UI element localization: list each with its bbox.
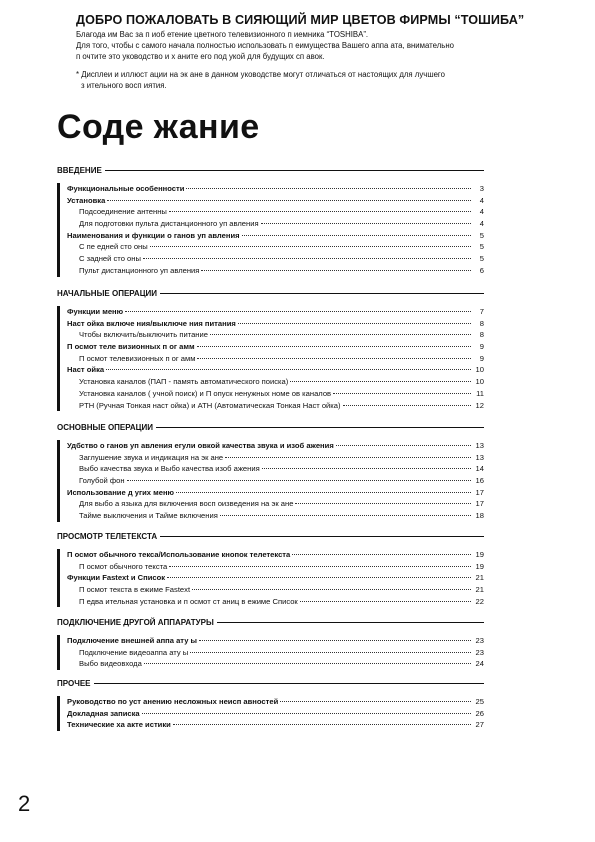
entry-page: 6 <box>479 265 484 275</box>
toc-subentry[interactable] <box>67 510 484 522</box>
dot-leader <box>142 713 471 714</box>
toc-entry[interactable] <box>67 183 484 195</box>
dot-leader <box>197 358 471 359</box>
section-header <box>57 288 484 299</box>
toc-section-introduction <box>57 165 484 277</box>
entry-page: 24 <box>475 659 484 669</box>
section-title: ОСНОВНЫЕ ОПЕРАЦИИ <box>57 423 154 432</box>
entry-title: П осмот обычного текста <box>79 561 168 571</box>
entry-title: С задней сто оны <box>79 254 141 264</box>
toc-subentry[interactable] <box>67 475 484 487</box>
toc-entry[interactable] <box>67 230 484 242</box>
section-rule <box>217 622 484 623</box>
welcome-text-line: Благода им Вас за п иоб етение цветного телевизионного п иемника “TOSHIBA”. <box>76 30 369 39</box>
dot-leader <box>125 311 471 312</box>
entry-title: П осмот обычного текса/Использование кнопок телетекста <box>67 550 291 559</box>
entry-title: Наст ойка <box>67 365 105 375</box>
entry-title: Функции меню <box>67 307 124 316</box>
toc-subentry[interactable] <box>67 353 484 365</box>
toc-section-basic-operations <box>57 288 484 411</box>
entry-page: 13 <box>475 452 484 462</box>
page-number: 2 <box>18 791 31 816</box>
dot-leader <box>127 480 471 481</box>
section-header <box>57 165 484 176</box>
dot-leader <box>210 334 471 335</box>
toc-section-connections <box>57 617 484 670</box>
dot-leader <box>199 640 471 641</box>
dot-leader <box>262 468 471 469</box>
entry-page: 5 <box>479 230 484 240</box>
entry-title: Установка <box>67 195 106 205</box>
entry-page: 22 <box>475 596 484 606</box>
entry-page: 19 <box>475 550 484 559</box>
dot-leader <box>220 515 471 516</box>
entry-title: Наименования и функции о ганов уп авления <box>67 230 240 240</box>
entry-title: Подключение внешней аппа ату ы <box>67 636 198 645</box>
section-entries <box>57 306 484 411</box>
toc-entry[interactable] <box>67 719 484 731</box>
entry-page: 21 <box>475 573 484 583</box>
entry-page: 4 <box>479 195 484 205</box>
entry-title: Подсоединение антенны <box>79 207 167 217</box>
welcome-title: ДОБРО ПОЖАЛОВАТЬ В СИЯЮЩИЙ МИР ЦВЕТОВ ФИРМЫ “ТОШИБА” <box>76 13 525 27</box>
entry-title: П осмот теле визионных п ог амм <box>67 342 195 352</box>
entry-title: Пульт дистанционного уп авления <box>79 265 200 275</box>
entry-title: Тайме выключения и Тайме включения <box>79 511 218 521</box>
toc-subentry[interactable] <box>67 218 484 230</box>
section-rule <box>160 293 484 294</box>
entry-page: 23 <box>475 647 484 657</box>
toc-subentry[interactable] <box>67 388 484 400</box>
entry-title: Голубой фон <box>79 476 125 486</box>
dot-leader <box>300 601 471 602</box>
section-entries <box>57 696 484 731</box>
toc-subentry[interactable] <box>67 658 484 670</box>
toc-subentry[interactable] <box>67 498 484 510</box>
entry-page: 5 <box>479 242 484 252</box>
section-title: ПРОСМОТР ТЕЛЕТЕКСТА <box>57 532 158 541</box>
toc-section-other <box>57 678 484 731</box>
entry-page: 26 <box>475 708 484 718</box>
dot-leader <box>333 393 471 394</box>
toc-entry[interactable] <box>67 318 484 330</box>
toc-subentry[interactable] <box>67 584 484 596</box>
toc-subentry[interactable] <box>67 241 484 253</box>
dot-leader <box>106 369 471 370</box>
entry-title: Функции Fastext и Список <box>67 573 166 583</box>
section-bar <box>57 183 60 277</box>
dot-leader <box>169 211 471 212</box>
section-title: НАЧАЛЬНЫЕ ОПЕРАЦИИ <box>57 289 158 298</box>
entry-title: Установка каналов ( учной поиск) и П опуск ненужных номе ов каналов <box>79 388 332 398</box>
toc-subentry[interactable] <box>67 463 484 475</box>
toc-subentry[interactable] <box>67 596 484 608</box>
entry-title: П осмот телевизионных п ог амм <box>79 353 196 363</box>
dot-leader <box>176 492 471 493</box>
dot-leader <box>190 652 471 653</box>
entry-page: 4 <box>479 207 484 217</box>
section-bar <box>57 549 60 607</box>
display-note: * Дисплеи и иллюст ации на эк ане в данном уководстве могут отличаться от настоящих для лучшего <box>76 70 445 80</box>
entry-page: 27 <box>475 720 484 730</box>
entry-page: 3 <box>479 184 484 193</box>
section-bar <box>57 635 60 670</box>
welcome-text-line: Для того, чтобы с самого начала полностью использовать п еимущества Вашего аппа ата, внимательно <box>76 40 454 50</box>
entry-page: 8 <box>479 330 484 340</box>
toc-entry[interactable] <box>67 572 484 584</box>
section-entries <box>57 549 484 607</box>
section-title: ПОДКЛЮЧЕНИЕ ДРУГОЙ АППАРАТУРЫ <box>57 618 214 627</box>
toc-subentry[interactable] <box>67 265 484 277</box>
entry-page: 16 <box>475 476 484 486</box>
section-header <box>57 422 484 433</box>
entry-page: 5 <box>479 254 484 264</box>
dot-leader <box>150 246 471 247</box>
entry-page: 7 <box>479 307 484 316</box>
entry-page: 11 <box>476 388 484 398</box>
entry-title: Докладная записка <box>67 708 140 718</box>
dot-leader <box>201 270 471 271</box>
dot-leader <box>225 457 471 458</box>
dot-leader <box>167 577 471 578</box>
section-rule <box>94 683 485 684</box>
toc-entry[interactable] <box>67 341 484 353</box>
entry-title: Для подготовки пульта дистанционного уп авления <box>79 219 259 229</box>
dot-leader <box>107 200 471 201</box>
section-rule <box>156 427 484 428</box>
section-entries <box>57 440 484 522</box>
section-header <box>57 531 484 542</box>
toc-entry[interactable] <box>67 549 484 561</box>
dot-leader <box>186 188 471 189</box>
dot-leader <box>343 405 471 406</box>
entry-title: Наст ойка включе ния/выключе ния питания <box>67 318 236 328</box>
entry-page: 25 <box>475 697 484 706</box>
dot-leader <box>295 503 471 504</box>
entry-title: Выбо видеовхода <box>79 659 142 669</box>
toc-section-main-operations <box>57 422 484 522</box>
entry-title: С пе едней сто оны <box>79 242 148 252</box>
toc-subentry[interactable] <box>67 376 484 388</box>
welcome-text-line: п очтите это уководство и х аните его под укой для будущих сп авок. <box>76 51 325 61</box>
entry-page: 18 <box>475 511 484 521</box>
toc-section-teletext <box>57 531 484 607</box>
dot-leader <box>290 381 471 382</box>
toc-entry[interactable] <box>67 635 484 647</box>
toc-entry[interactable] <box>67 440 484 452</box>
entry-title: Заглушение звука и индикация на эк ане <box>79 452 224 462</box>
section-bar <box>57 696 60 731</box>
entry-page: 9 <box>479 342 484 352</box>
dot-leader <box>143 258 471 259</box>
entry-page: 19 <box>475 561 484 571</box>
section-rule <box>160 536 484 537</box>
section-entries <box>57 183 484 277</box>
entry-title: Установка каналов (ПАП - память автоматического поиска) <box>79 377 289 387</box>
entry-title: Чтобы включить/выключить питание <box>79 330 208 340</box>
dot-leader <box>280 701 471 702</box>
section-title: ВВЕДЕНИЕ <box>57 166 102 175</box>
toc-subentry[interactable] <box>67 400 484 412</box>
toc-subentry[interactable] <box>67 206 484 218</box>
entry-page: 14 <box>475 464 484 474</box>
section-entries <box>57 635 484 670</box>
contents-title: Соде жание <box>57 108 260 146</box>
entry-page: 9 <box>479 353 484 363</box>
toc-subentry[interactable] <box>67 647 484 659</box>
toc-subentry[interactable] <box>67 253 484 265</box>
display-note-continued: з ительного восп иятия. <box>81 81 167 91</box>
entry-page: 8 <box>479 318 484 328</box>
toc-entry[interactable] <box>67 195 484 207</box>
dot-leader <box>192 589 471 590</box>
section-rule <box>105 170 484 171</box>
entry-title: П едва ительная установка и п осмот ст аниц в ежиме Список <box>79 596 298 606</box>
toc-entry[interactable] <box>67 696 484 708</box>
entry-page: 13 <box>475 441 484 450</box>
dot-leader <box>169 566 471 567</box>
entry-title: П осмот текста в ежиме Fastext <box>79 585 191 595</box>
toc-entry[interactable] <box>67 708 484 720</box>
toc-entry[interactable] <box>67 306 484 318</box>
entry-title: Использование д угих меню <box>67 487 175 497</box>
entry-page: 4 <box>479 219 484 229</box>
entry-title: Функциональные особенности <box>67 184 185 193</box>
dot-leader <box>144 663 471 664</box>
entry-page: 17 <box>475 499 484 509</box>
entry-page: 17 <box>475 487 484 497</box>
entry-title: Для выбо а языка для включения восп оизведения на эк ане <box>79 499 294 509</box>
section-bar <box>57 440 60 522</box>
dot-leader <box>261 223 471 224</box>
section-header <box>57 678 484 689</box>
toc-entry[interactable] <box>67 364 484 376</box>
toc-entry[interactable] <box>67 487 484 499</box>
section-bar <box>57 306 60 411</box>
dot-leader <box>238 323 471 324</box>
toc-subentry[interactable] <box>67 329 484 341</box>
entry-title: Технические ха акте истики <box>67 720 171 730</box>
dot-leader <box>292 554 471 555</box>
entry-page: 23 <box>475 636 484 645</box>
toc-subentry[interactable] <box>67 561 484 573</box>
entry-title: Удбство о ганов уп авления егули овкой качества звука и изоб ажения <box>67 441 334 450</box>
dot-leader <box>173 724 471 725</box>
entry-title: Руководство по уст анению несложных неисп авностей <box>67 697 279 706</box>
entry-page: 12 <box>475 400 484 410</box>
dot-leader <box>197 346 471 347</box>
entry-title: Подключение видеоаппа ату ы <box>79 647 189 657</box>
entry-page: 10 <box>475 377 484 387</box>
entry-title: PTH (Ручная Тонкая наст ойка) и АТН (Автоматическая Тонкая Наст ойка) <box>79 400 341 410</box>
entry-page: 10 <box>475 365 484 375</box>
welcome-block <box>76 13 576 92</box>
section-header <box>57 617 484 628</box>
dot-leader <box>242 235 471 236</box>
entry-page: 21 <box>475 585 484 595</box>
section-title: ПРОЧЕЕ <box>57 679 91 688</box>
toc-subentry[interactable] <box>67 452 484 464</box>
dot-leader <box>336 445 471 446</box>
entry-title: Выбо качества звука и Выбо качества изоб ажения <box>79 464 260 474</box>
